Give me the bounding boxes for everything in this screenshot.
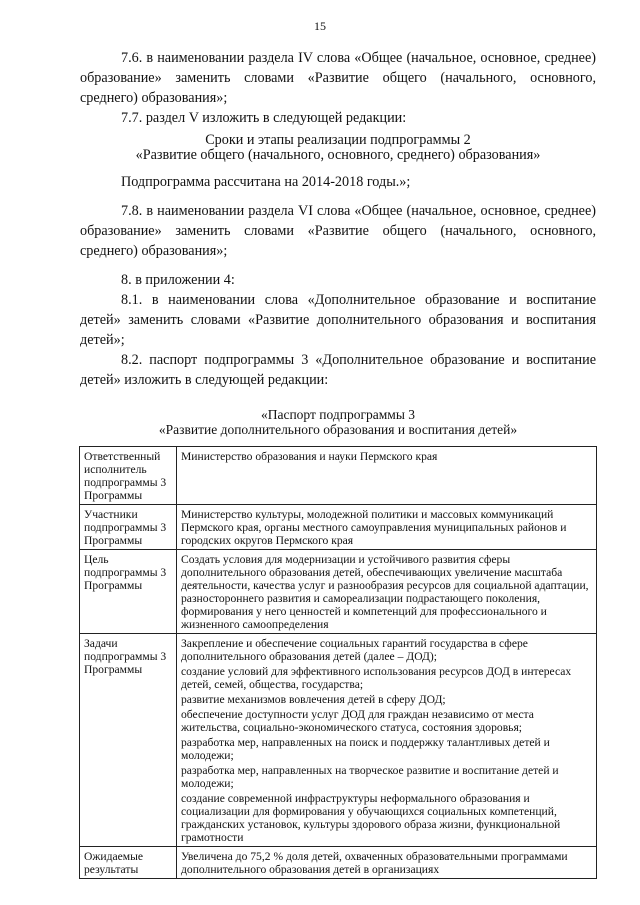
paragraph-8: 8. в приложении 4: (121, 272, 235, 288)
row-label-expected: Ожидаемые результаты (80, 847, 177, 879)
row-value-expected: Увеличена до 75,2 % доля детей, охваченных образовательными программами дополнительного образования детей в организациях (177, 847, 597, 879)
task-item: разработка мер, направленных на творческое развитие и воспитание детей и молодежи; (181, 764, 559, 790)
paragraph-7-8: 7.8. в наименовании раздела VI слова «Общее (начальное, основное, среднее) образование» заменить словами «Развитие общего (начального, основного, среднего) образования»; (80, 203, 596, 259)
task-item: создание условий для эффективного использования ресурсов ДОД в интересах детей, семей, общества, государства; (181, 665, 572, 691)
row-label-tasks: Задачи подпрограммы 3 Программы (80, 634, 177, 847)
row-label-responsible: Ответственный исполнитель подпрограммы 3 Программы (80, 447, 177, 505)
passport-title-line1: «Паспорт подпрограммы 3 (260, 407, 416, 422)
paragraph-7-7: 7.7. раздел V изложить в следующей редакции: (121, 110, 407, 126)
page-number: 15 (314, 19, 326, 33)
row-label-goal: Цель подпрограммы 3 Программы (80, 550, 177, 634)
table-row (80, 550, 597, 634)
section-v-title-line2: «Развитие общего (начального, основного, среднего) образования» (135, 147, 541, 163)
paragraph-7-6: 7.6. в наименовании раздела IV слова «Общее (начальное, основное, среднее) образование» заменить словами «Развитие общего (начального, основного, среднего) образования»; (80, 50, 596, 106)
passport-title-line2: «Развитие дополнительного образования и воспитания детей» (158, 422, 518, 437)
task-item: Закрепление и обеспечение социальных гарантий государства в сфере дополнительного образования детей (далее – ДОД); (181, 637, 528, 663)
passport-title (80, 407, 596, 437)
document-body (80, 48, 596, 879)
task-item: развитие механизмов вовлечения детей в сферу ДОД; (181, 693, 446, 706)
task-item: разработка мер, направленных на поиск и поддержку талантливых детей и молодежи; (181, 736, 550, 762)
table-row (80, 634, 597, 847)
table-row (80, 447, 597, 505)
row-value-participants: Министерство культуры, молодежной политики и массовых коммуникаций Пермского края, органы местного самоуправления муниципальных районов и городских округов Пермского края (177, 505, 597, 550)
paragraph-8-1: 8.1. в наименовании слова «Дополнительное образование и воспитание детей» заменить словами «Развитие дополнительного образования и воспитания детей»; (80, 292, 596, 348)
section-v-text: Подпрограмма рассчитана на 2014-2018 годы.»; (121, 174, 411, 190)
table-row (80, 505, 597, 550)
passport-table (79, 446, 597, 879)
task-item: обеспечение доступности услуг ДОД для граждан независимо от места жительства, социально-экономического статуса, состояния здоровья; (181, 708, 534, 734)
row-value-tasks (177, 634, 597, 847)
table-row (80, 847, 597, 879)
task-item: создание современной инфраструктуры неформального образования и социализации для формирования у обучающихся социальных компетенций, гражданских установок, культуры здорового образа жизни, функциональной грамотности (181, 792, 561, 844)
row-value-responsible: Министерство образования и науки Пермского края (177, 447, 597, 505)
section-v-title-line1: Сроки и этапы реализации подпрограммы 2 (205, 132, 471, 148)
row-label-participants: Участники подпрограммы 3 Программы (80, 505, 177, 550)
row-value-goal: Создать условия для модернизации и устойчивого развития сферы дополнительного образования детей, обеспечивающих увеличение масштаба деятельности, качества услуг и разнообразия ресурсов для социальной адаптации, разностороннего развития и самореализации подрастающего поколения, формирования у него ценностей и компетенций для профессионального и жизненного самоопределения (177, 550, 597, 634)
paragraph-8-2: 8.2. паспорт подпрограммы 3 «Дополнительное образование и воспитание детей» изложить в следующей редакции: (80, 352, 596, 388)
